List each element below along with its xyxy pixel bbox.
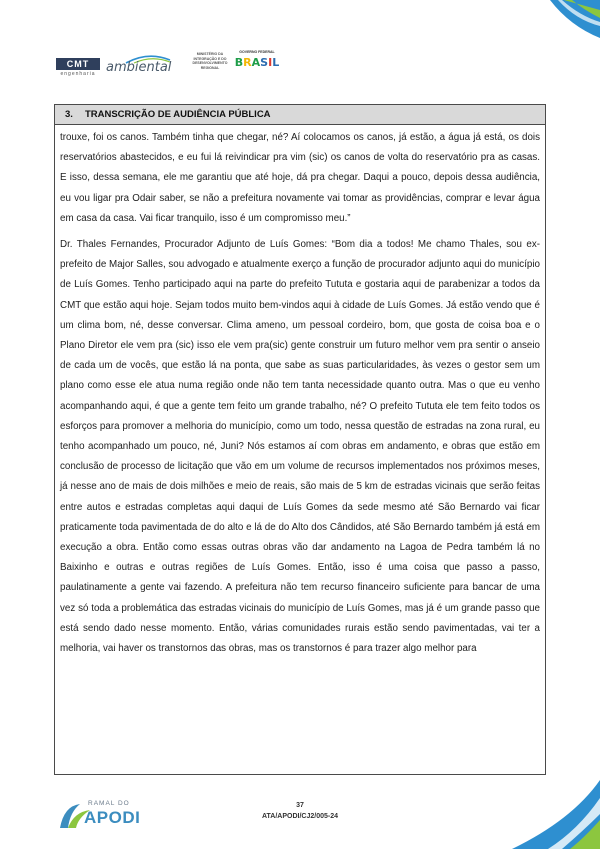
paragraph: trouxe, foi os canos. Também tinha que chegar, né? Aí colocamos os canos, já estão, a água já está, os dois reservatórios abastecidos, e eu fui lá reivindicar pra vim (sic) os canos de volta do reservatório pra as casas. E isso, dessa semana, ele me garantiu que até hoje, dá pra chegar. Daqui a pouco, depois dessa audiência, eu vou ligar pra Odair saber, se não a prefeitura novamente vai tomar as providências, comprar e levar água em casa da casa. Vai ficar tranquilo, isso é um compromisso meu.” [60, 132, 540, 224]
cmt-logo [56, 58, 100, 77]
ambiental-logo-text: ambiental [106, 60, 172, 75]
transcription-text [55, 125, 545, 659]
brasil-logo-word [232, 56, 282, 69]
apodi-logo-big: APODI [84, 808, 141, 827]
ambiental-logo [106, 54, 174, 74]
brasil-letter: S [260, 56, 269, 69]
section-number: 3. [65, 109, 73, 120]
brasil-logo-top: GOVERNO FEDERAL [239, 50, 275, 54]
brasil-letter: R [243, 56, 252, 69]
brasil-letter: I [268, 56, 273, 69]
paragraph: Dr. Thales Fernandes, Procurador Adjunto de Luís Gomes: “Bom dia a todos! Me chamo Thales, sou ex-prefeito de Major Salles, sou advogado e atualmente exerço a função de procurador adjunto aqui do município de Luís Gomes. Tenho participado aqui na parte do prefeito Tututa e gostaria aqui de parabenizar a todos da CMT que estão aqui hoje. Sejam todos muito bem-vindos aqui à cidade de Luís Gomes. Já estão vendo que é um clima bom, né, desse conversar. Clima ameno, um pessoal cordeiro, bom, que gosta de coisa boa e o Plano Diretor ele vem pra (sic) isso ele vem pra(sic) gente construir um futuro melhor vem pra sentir o anseio de cada um de vocês, que estão lá na ponta, que sabe as suas particularidades, às vezes o gestor sem um plano como esse ele atua numa região onde não tem tanta necessidade quanto outra. Mas o que eu venho acompanhando aqui, é que a gente tem feito um grande trabalho, né? O prefeito Tututa ele tem feito todos os esforços para promover a melhoria do município, como um todo, nessa questão de estradas na zona rural, eu tenho acompanhado um pouco, né, Juni? Nós estamos aí com obras em andamento, e obras que estão em conclusão de processo de licitação que vão em um volume de recursos implementados nos próximos meses, já nesse ano de mais de dois milhões e meio de reais, são mais de 5 km de estradas vicinais que serão feitas entre autos e estradas completas aqui daqui de Luís Gomes da sede mesmo até São Bernardo vai ficar praticamente toda pavimentada de do alto e lá de do Alto dos Cândidos, até São Bernardo também já está em execução a obra. Então como essas outras obras vão dar andamento na Lagoa de Pedra também lá no Baixinho e outras e outras regiões de Luís Gomes. Então, isso é uma coisa que passo a passo, paulatinamente a gente vai fazendo. A prefeitura não tem recurso financeiro suficiente para bancar de uma vez só toda a problemática das estradas vicinais do município de Luís Gomes, mas já é um grande passo que está sendo dado nesse momento. Então, várias comunidades rurais estão sendo pavimentadas, vai ter a melhoria, vai haver os transtornos das obras, mas os transtornos é para trazer algo melhor para [60, 239, 540, 655]
section-title: TRANSCRIÇÃO DE AUDIÊNCIA PÚBLICA [84, 109, 271, 120]
header-corner-decoration [536, 0, 600, 56]
page-number: 37 [296, 802, 304, 809]
cmt-logo-subtext: engenharia [60, 71, 96, 77]
section-header [55, 105, 545, 125]
ministerio-logo: MINISTÉRIO DA INTEGRAÇÃO E DO DESENVOLVIMENTO REGIONAL [192, 52, 228, 70]
page-header [0, 0, 600, 100]
transcription-box [54, 104, 546, 775]
footer-swoosh-icon [452, 780, 600, 849]
corner-swoosh-icon [536, 0, 600, 56]
apodi-logo-small: RAMAL DO [88, 800, 130, 807]
page-footer [0, 780, 600, 849]
cmt-logo-text: CMT [56, 58, 100, 70]
governo-federal-brasil-logo [232, 50, 282, 74]
document-code: ATA/APODI/CJ2/005-24 [262, 813, 338, 820]
brasil-letter: A [251, 56, 261, 69]
brasil-letter: B [234, 56, 244, 69]
brasil-letter: L [272, 56, 280, 69]
footer-corner-decoration [452, 780, 600, 849]
